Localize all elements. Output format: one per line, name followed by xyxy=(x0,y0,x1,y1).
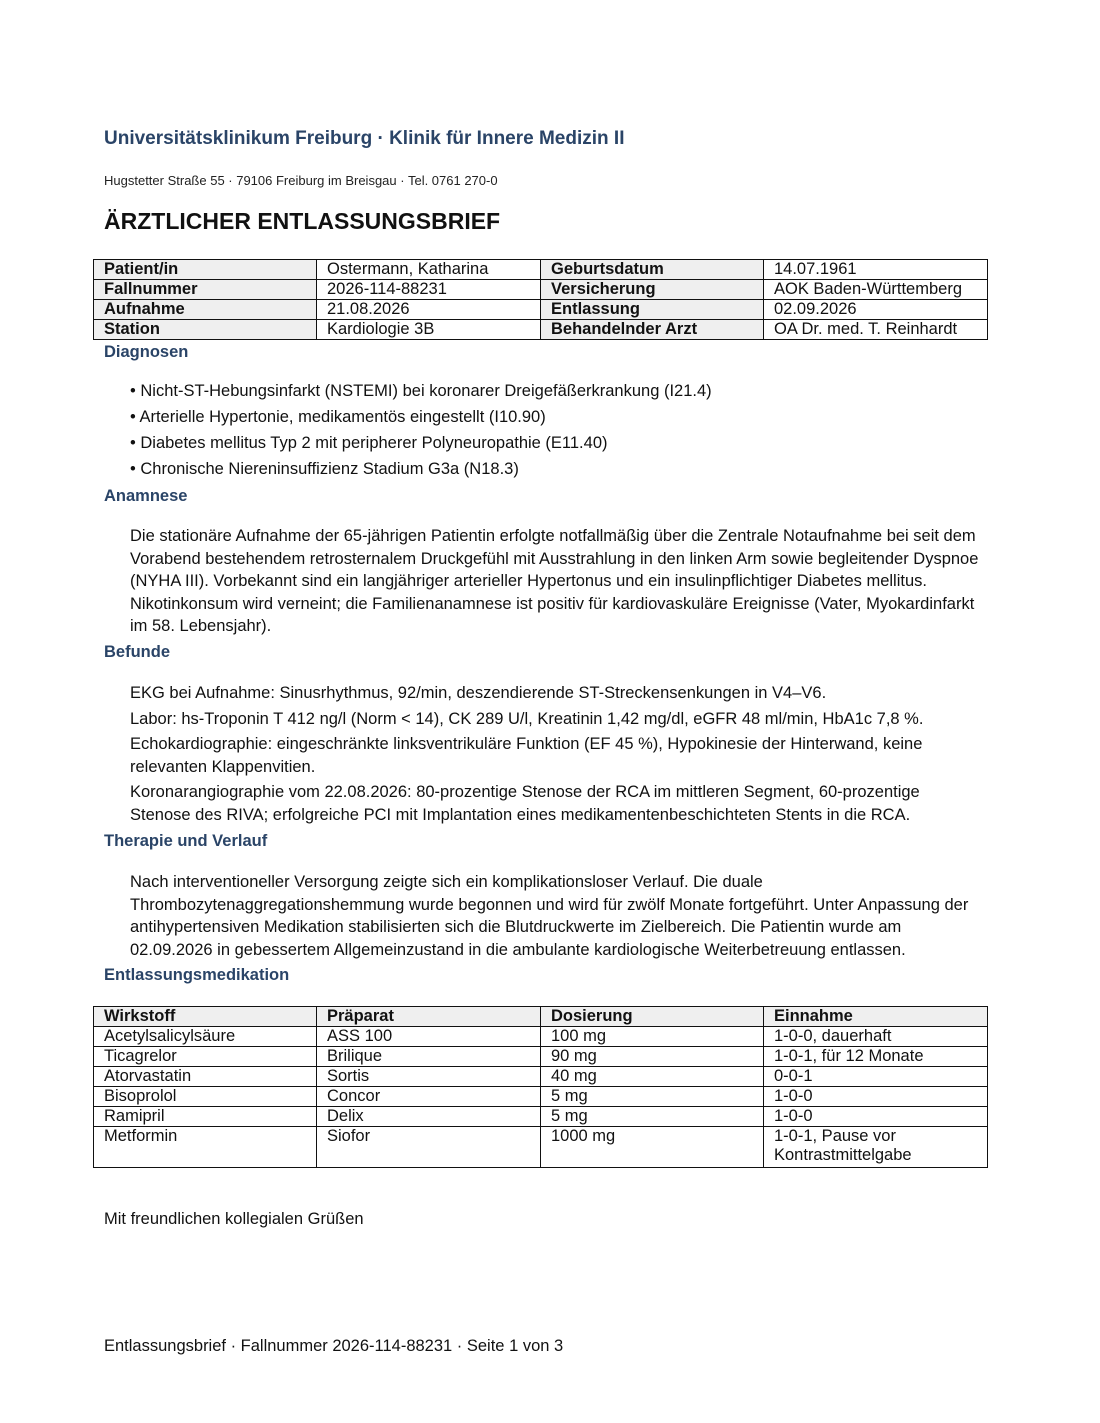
patient-name: Ostermann, Katharina xyxy=(317,260,541,280)
table-cell: Siofor xyxy=(317,1127,541,1168)
history-text: Die stationäre Aufnahme der 65-jährigen Patientin erfolgte notfallmäßig über die Zentrale Notaufnahme bei seit dem Vorabend bestehendem retrosternalem Druckgefühl mit Ausstrahlung in den linken Arm sowie begleitender Dyspnoe (NYHA III). Vorbekannt sind ein langjähriger arterieller Hypertonus und ein insulinpflichtiger Diabetes mellitus. Nikotinkonsum wird verneint; die Familienanamnese ist positiv für kardiovaskuläre Ereignisse (Vater, Myokardinfarkt im 58. Lebensjahr). xyxy=(130,527,979,635)
table-cell: 90 mg xyxy=(541,1047,764,1067)
column-header: Präparat xyxy=(317,1007,541,1027)
clinic-name: Universitätsklinikum Freiburg · Klinik für Innere Medizin II xyxy=(104,128,625,149)
table-cell: 1-0-0 xyxy=(764,1087,988,1107)
table-cell: Sortis xyxy=(317,1067,541,1087)
physician-value: OA Dr. med. T. Reinhardt xyxy=(764,320,988,340)
table-cell: 40 mg xyxy=(541,1067,764,1087)
closing-salutation: Mit freundlichen kollegialen Grüßen xyxy=(104,1210,364,1228)
list-item: • Diabetes mellitus Typ 2 mit peripherer Polyneuropathie (E11.40) xyxy=(130,434,608,452)
table-cell: Metformin xyxy=(94,1127,317,1168)
medication-table xyxy=(93,1006,988,1168)
history-heading: Anamnese xyxy=(104,487,188,505)
table-row xyxy=(94,1087,988,1107)
insurance-value: AOK Baden-Württemberg xyxy=(764,280,988,300)
table-cell: 1-0-0 xyxy=(764,1107,988,1127)
clinic-address: Hugstetter Straße 55 · 79106 Freiburg im Breisgau · Tel. 0761 270-0 xyxy=(104,173,498,188)
document-title: ÄRZTLICHER ENTLASSUNGSBRIEF xyxy=(104,208,501,234)
dob-label: Geburtsdatum xyxy=(541,260,764,280)
page-footer: Entlassungsbrief · Fallnummer 2026-114-88231 · Seite 1 von 3 xyxy=(104,1337,564,1355)
table-cell: Concor xyxy=(317,1087,541,1107)
insurance-label: Versicherung xyxy=(541,280,764,300)
table-row xyxy=(94,320,988,340)
finding-angiography: Koronarangiographie vom 22.08.2026: 80-prozentige Stenose der RCA im mittleren Segment, 60-prozentige Stenose des RIVA; erfolgreiche PCI mit Implantation eines medikamentenbeschichteten Stents in die RCA. xyxy=(130,783,920,824)
column-header: Dosierung xyxy=(541,1007,764,1027)
table-row xyxy=(94,300,988,320)
patient-label: Patient/in xyxy=(94,260,317,280)
table-cell: Acetylsalicylsäure xyxy=(94,1027,317,1047)
finding-echo: Echokardiographie: eingeschränkte linksventrikuläre Funktion (EF 45 %), Hypokinesie der Hinterwand, keine relevanten Klappenvitien. xyxy=(130,735,923,776)
case-number: 2026-114-88231 xyxy=(317,280,541,300)
table-cell: 1-0-1, für 12 Monate xyxy=(764,1047,988,1067)
column-header: Einnahme xyxy=(764,1007,988,1027)
table-cell: 1-0-1, Pause vor Kontrastmittelgabe xyxy=(764,1127,988,1168)
table-row xyxy=(94,1047,988,1067)
physician-label: Behandelnder Arzt xyxy=(541,320,764,340)
table-cell: Ticagrelor xyxy=(94,1047,317,1067)
admission-label: Aufnahme xyxy=(94,300,317,320)
table-cell: 5 mg xyxy=(541,1107,764,1127)
table-cell: Brilique xyxy=(317,1047,541,1067)
list-item: • Nicht-ST-Hebungsinfarkt (NSTEMI) bei koronarer Dreigefäßerkrankung (I21.4) xyxy=(130,382,712,400)
therapy-text: Nach interventioneller Versorgung zeigte sich ein komplikationsloser Verlauf. Die duale Thrombozytenaggregationshemmung wurde begonnen und wird für zwölf Monate fortgeführt. Unter Anpassung der antihypertensiven Medikation stabilisierten sich die Blutdruckwerte im Zielbereich. Die Patientin wurde am 02.09.2026 in gebessertem Allgemeinzustand in die ambulante kardiologische Weiterbetreuung entlassen. xyxy=(130,873,969,959)
table-row xyxy=(94,1107,988,1127)
admission-date: 21.08.2026 xyxy=(317,300,541,320)
findings-block xyxy=(130,682,980,829)
table-row xyxy=(94,260,988,280)
table-cell: 0-0-1 xyxy=(764,1067,988,1087)
case-label: Fallnummer xyxy=(94,280,317,300)
discharge-label: Entlassung xyxy=(541,300,764,320)
table-row xyxy=(94,1127,988,1168)
table-row xyxy=(94,1067,988,1087)
finding-lab: Labor: hs-Troponin T 412 ng/l (Norm < 14), CK 289 U/l, Kreatinin 1,42 mg/dl, eGFR 48 ml/min, HbA1c 7,8 %. xyxy=(130,709,924,728)
table-cell: 1-0-0, dauerhaft xyxy=(764,1027,988,1047)
finding-ecg: EKG bei Aufnahme: Sinusrhythmus, 92/min, deszendierende ST-Streckensenkungen in V4–V6. xyxy=(130,684,827,702)
table-cell: 1000 mg xyxy=(541,1127,764,1168)
discharge-date: 02.09.2026 xyxy=(764,300,988,320)
diagnoses-list xyxy=(130,380,980,484)
therapy-heading: Therapie und Verlauf xyxy=(104,832,268,850)
list-item: • Arterielle Hypertonie, medikamentös eingestellt (I10.90) xyxy=(130,408,546,426)
diagnoses-list-block xyxy=(130,380,980,484)
table-cell: 5 mg xyxy=(541,1087,764,1107)
ward-value: Kardiologie 3B xyxy=(317,320,541,340)
table-cell: Atorvastatin xyxy=(94,1067,317,1087)
findings-heading: Befunde xyxy=(104,643,170,661)
column-header: Wirkstoff xyxy=(94,1007,317,1027)
ward-label: Station xyxy=(94,320,317,340)
table-cell: Ramipril xyxy=(94,1107,317,1127)
table-cell: 100 mg xyxy=(541,1027,764,1047)
list-item: • Chronische Niereninsuffizienz Stadium G3a (N18.3) xyxy=(130,460,519,478)
dob-value: 14.07.1961 xyxy=(764,260,988,280)
table-cell: Delix xyxy=(317,1107,541,1127)
table-row xyxy=(94,1027,988,1047)
patient-info-table xyxy=(93,259,988,340)
table-cell: ASS 100 xyxy=(317,1027,541,1047)
medication-heading: Entlassungsmedikation xyxy=(104,966,290,984)
table-row xyxy=(94,280,988,300)
diagnoses-heading: Diagnosen xyxy=(104,343,189,361)
table-cell: Bisoprolol xyxy=(94,1087,317,1107)
table-header-row xyxy=(94,1007,988,1027)
